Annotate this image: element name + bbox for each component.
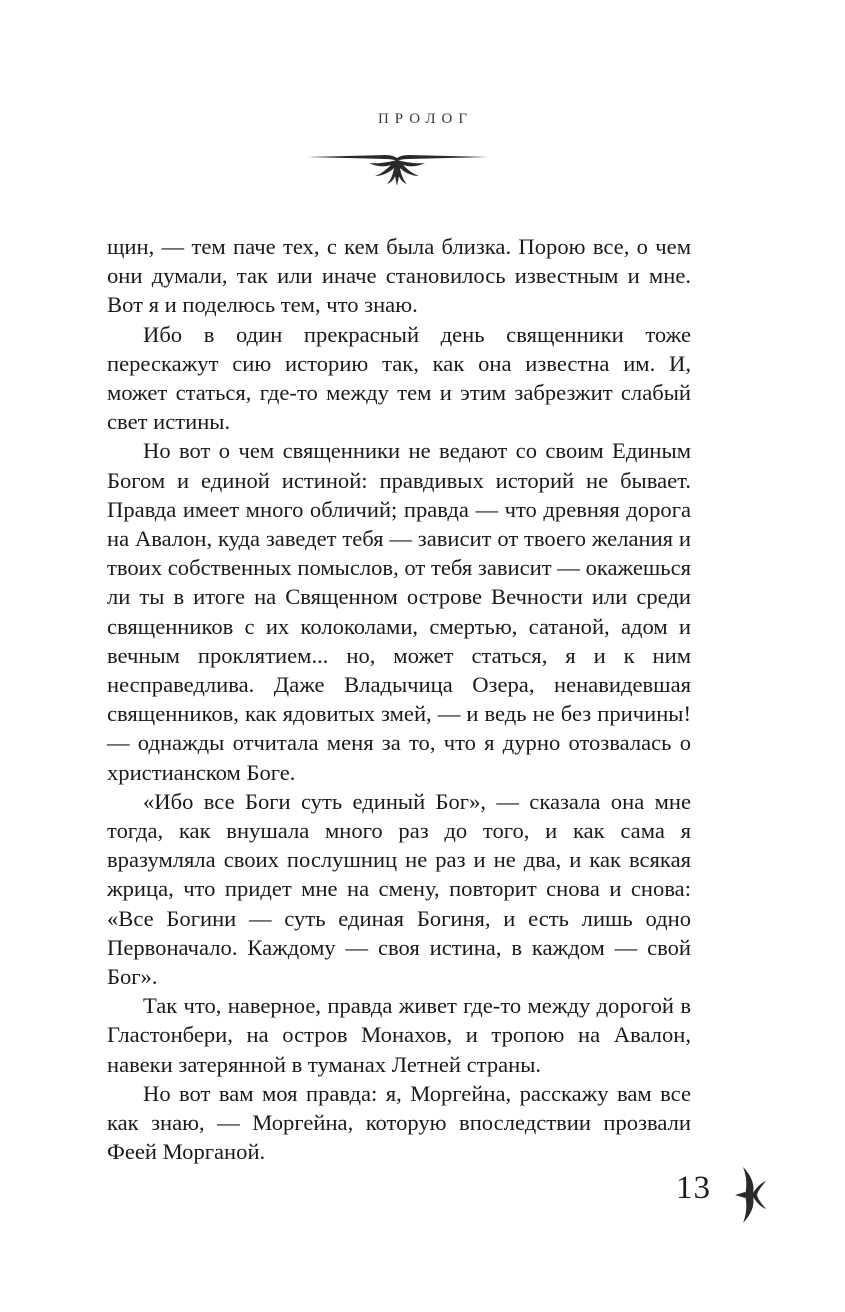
main-text [107,232,691,1167]
paragraph-6: Но вот вам моя правда: я, Моргейна, расскажу вам все как знаю, — Моргейна, которую впоследствии прозвали Феей Морганой. [107,1080,691,1165]
page-ornament-icon [733,1163,767,1227]
paragraph-5: Так что, наверное, правда живет где-то между дорогой в Гластонбери, на остров Монахов, и тропою на Авалон, навеки затерянной в туманах Летней страны. [107,993,691,1077]
paragraph-2: Ибо в один прекрасный день священники тоже перескажут сию историю так, как она известна им. И, может статься, где-то между тем и этим забрезжит слабый свет истины. [107,321,691,435]
paragraph-4: «Ибо все Боги суть единый Бог», — сказала она мне тогда, как внушала много раз до того, и как сама я вразумляла своих послушниц не раз и не два, и как всякая жрица, что придет мне на смену, повторит снова и снова: «Все Богини — суть единая Богиня, и есть лишь одно Первоначало. Каждому — своя истина, в каждом — свой Бог». [107,788,691,990]
paragraph-1: щин, — тем паче тех, с кем была близка. Порою все, о чем они думали, так или иначе становилось известным и мне. Вот я и поделюсь тем, что знаю. [107,234,691,318]
running-head-container [0,110,845,128]
header-ornament-icon [305,146,490,188]
paragraph-3: Но вот о чем священники не ведают со своим Единым Богом и единой истиной: правдивых историй не бывает. Правда имеет много обличий; правда — что древняя дорога на Авалон, куда заведет тебя — зависит от твоего желания и твоих собственных помыслов, от тебя зависит — окажешься ли ты в итоге на Священном острове Вечности или среди священников с их колоколами, смертью, сатаной, адом и вечным проклятием... но, может статься, я и к ним несправедлива. Даже Владычица Озера, ненавидевшая священников, как ядовитых змей, — и ведь не без причины! — однажды отчитала меня за то, что я дурно отозвалась о христианском Боге. [107,438,691,785]
running-head: ПРОЛОГ [377,111,474,127]
page-number: 13 [676,1170,711,1206]
